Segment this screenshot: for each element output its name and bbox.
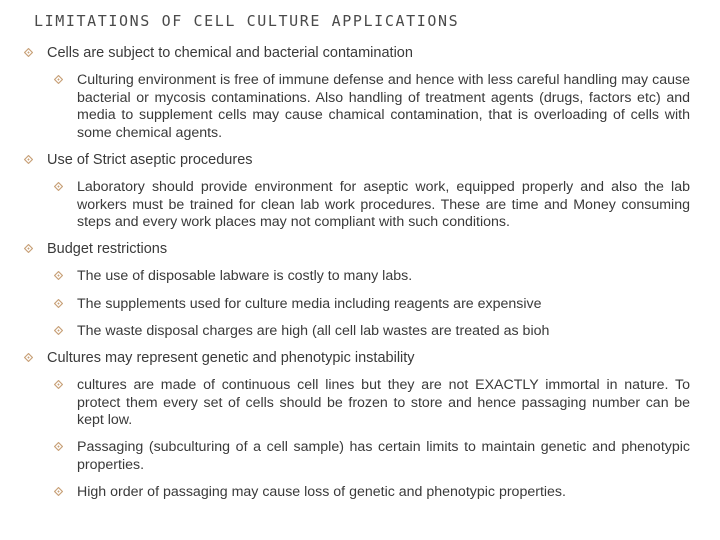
list-item-text: Use of Strict aseptic procedures — [47, 152, 253, 168]
diamond-outline-icon — [24, 155, 33, 164]
list-item-text: Cultures may represent genetic and phenotypic instability — [47, 350, 415, 366]
page-title: LIMITATIONS OF CELL CULTURE APPLICATIONS — [34, 12, 460, 30]
sub-list-item — [54, 323, 690, 341]
diamond-outline-icon — [24, 353, 33, 362]
sub-list-item-text: Passaging (subculturing of a cell sample) has certain limits to maintain genetic and phenotypic properties. — [77, 439, 690, 473]
sub-list-item-text: High order of passaging may cause loss of genetic and phenotypic properties. — [77, 484, 566, 500]
diamond-outline-icon — [54, 326, 63, 335]
sub-list-item — [54, 72, 690, 142]
diamond-outline-icon — [54, 271, 63, 280]
sub-list-item — [54, 179, 690, 232]
list-item — [24, 350, 694, 368]
sub-list-item — [54, 484, 690, 502]
sub-list-item — [54, 377, 690, 430]
sub-list-item-text: Laboratory should provide environment for aseptic work, equipped properly and also the lab workers must be trained for clean lab work procedures. These are time and Money consuming steps and every work places may not compliant with such conditions. — [77, 179, 690, 230]
diamond-outline-icon — [54, 182, 63, 191]
sub-list-item-text: cultures are made of continuous cell lines but they are not EXACTLY immortal in nature. To protect them every set of cells should be frozen to store and hence passaging number can be kept low. — [77, 377, 690, 428]
sub-list-item-text: Culturing environment is free of immune defense and hence with less careful handling may cause bacterial or mycosis contaminations. Also handling of treatment agents (drugs, factors etc) and media to supplement cells may cause chamical contamination, that is overloading of cells with some chemical agents. — [77, 72, 690, 141]
list-item — [24, 152, 694, 170]
sub-list-item — [54, 296, 690, 314]
list-item — [24, 241, 694, 259]
diamond-outline-icon — [54, 299, 63, 308]
sub-list-item — [54, 439, 690, 474]
list-item — [24, 45, 694, 63]
sub-list-item — [54, 268, 690, 286]
diamond-outline-icon — [24, 48, 33, 57]
sub-list-item-text: The use of disposable labware is costly to many labs. — [77, 268, 413, 284]
sub-list-item-text: The waste disposal charges are high (all cell lab wastes are treated as bioh — [77, 323, 550, 339]
diamond-outline-icon — [54, 487, 63, 496]
list-item-text: Budget restrictions — [47, 241, 168, 257]
diamond-outline-icon — [54, 380, 63, 389]
diamond-outline-icon — [24, 244, 33, 253]
diamond-outline-icon — [54, 75, 63, 84]
list-item-text: Cells are subject to chemical and bacterial contamination — [47, 45, 413, 61]
diamond-outline-icon — [54, 442, 63, 451]
sub-list-item-text: The supplements used for culture media including reagents are expensive — [77, 296, 542, 312]
